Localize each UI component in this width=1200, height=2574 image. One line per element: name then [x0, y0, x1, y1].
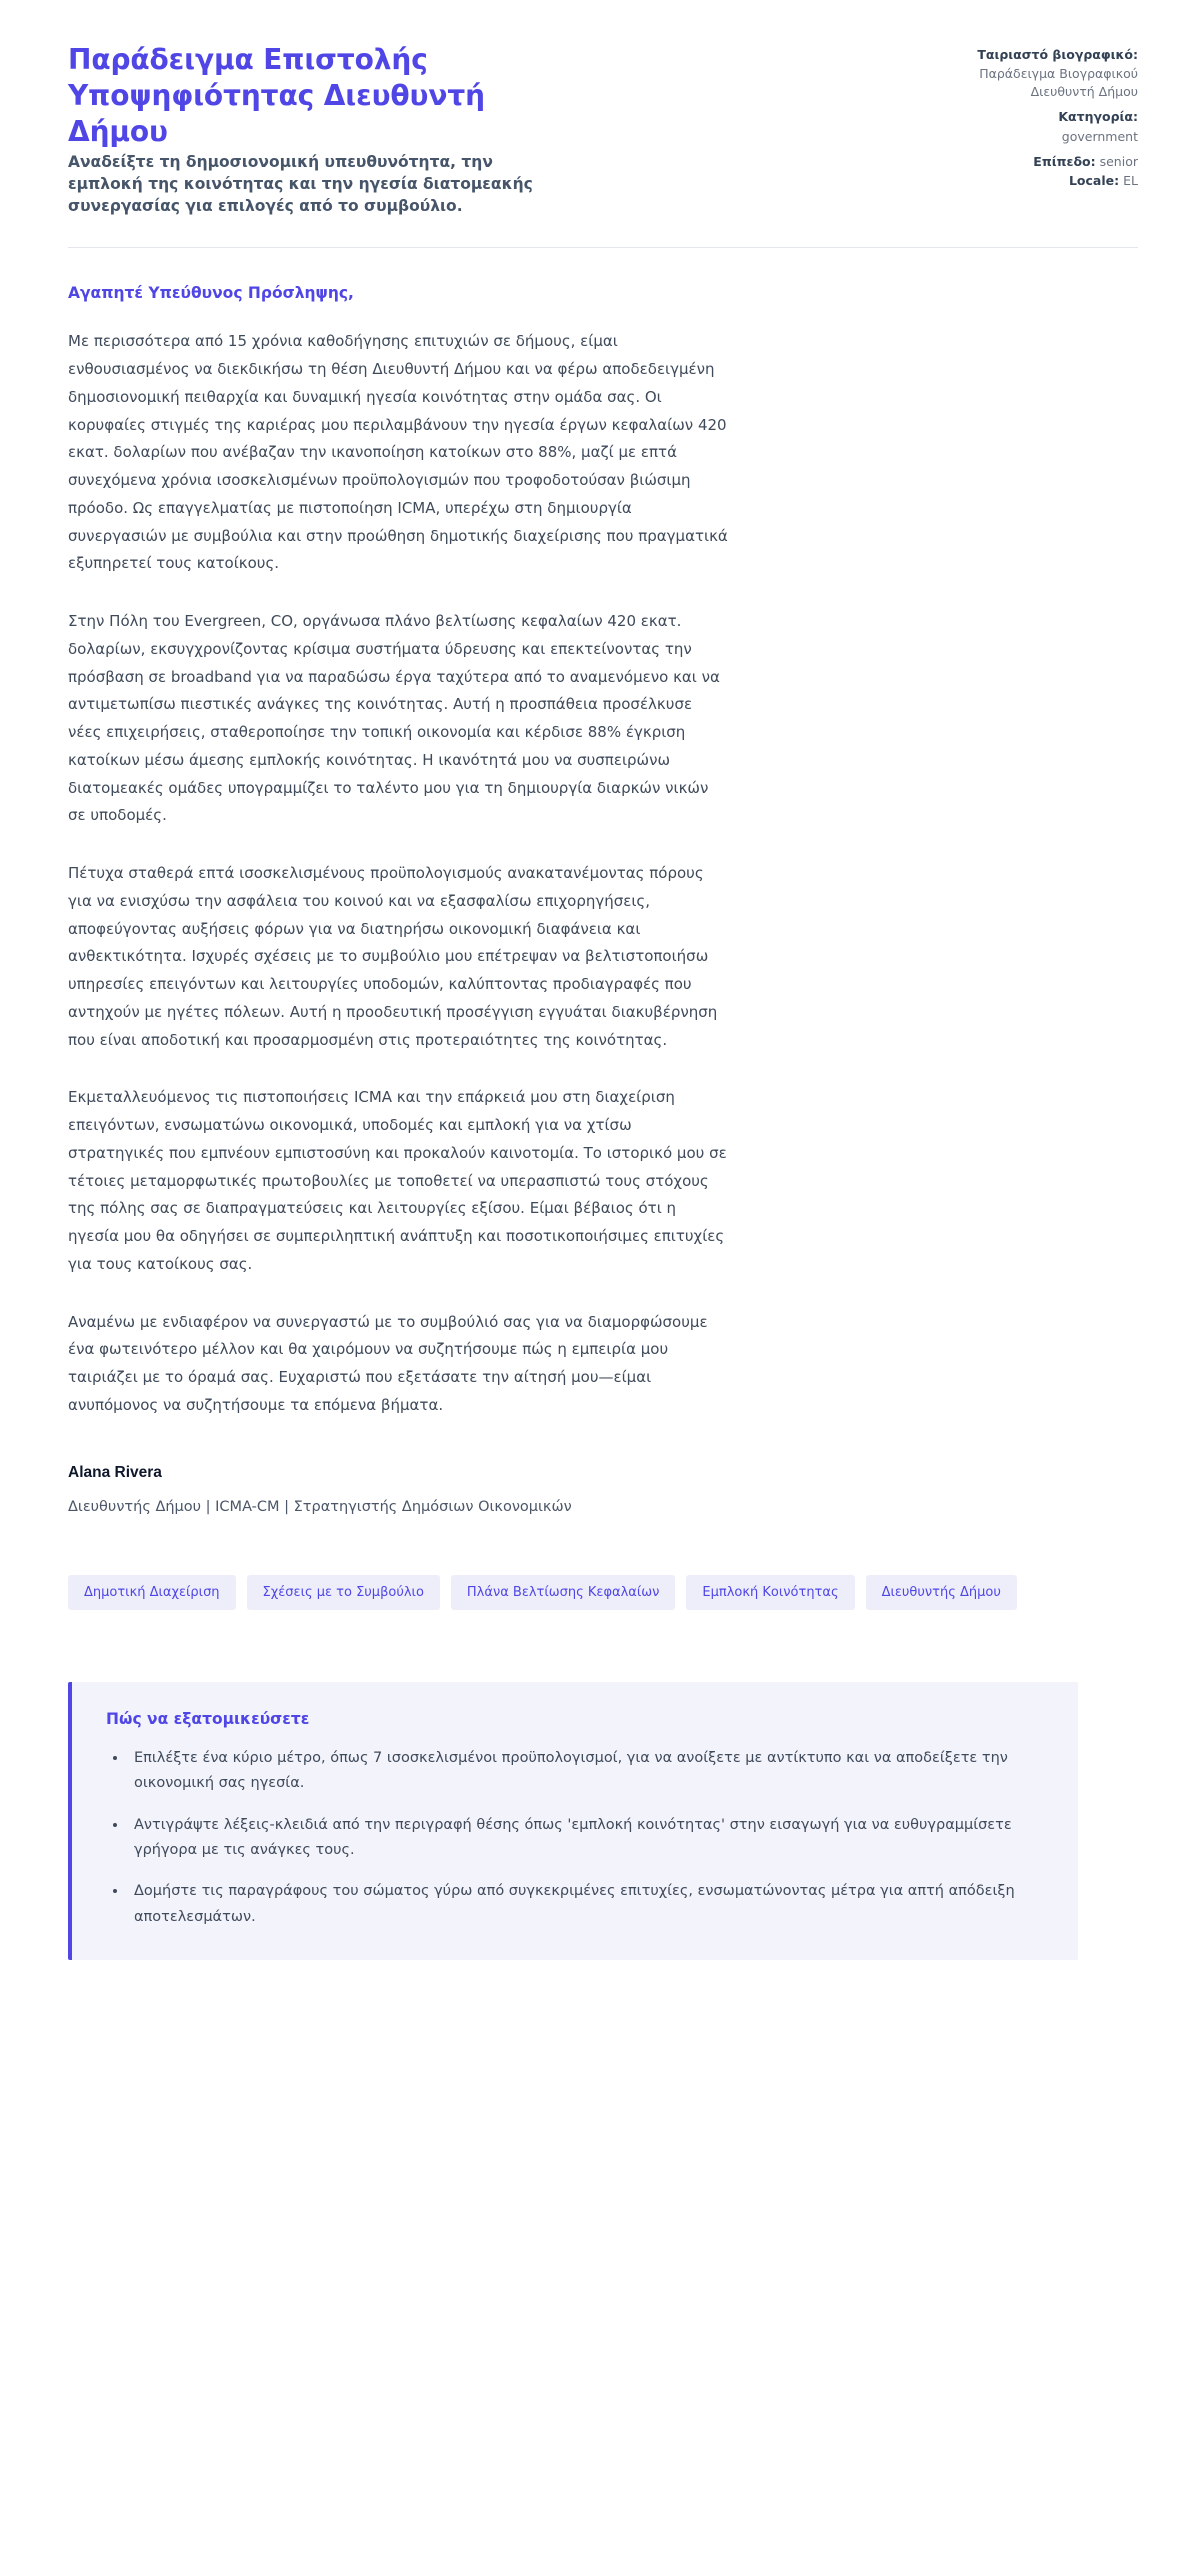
- signature-name: Alana Rivera: [68, 1463, 162, 1481]
- page-title: Παράδειγμα Επιστολής Υποψηφιότητας Διευθυντή Δήμου: [68, 43, 485, 148]
- meta-category-label: Κατηγορία:: [1058, 109, 1138, 125]
- meta-category-value: government: [1061, 128, 1138, 144]
- tag-list: [68, 1575, 1078, 1610]
- callout-title: Πώς να εξατομικεύσετε: [106, 1709, 310, 1728]
- signature-role: Διευθυντής Δήμου | ICMA-CM | Στρατηγιστής Δημόσιων Οικονομικών: [68, 1498, 572, 1515]
- letter-paragraph: Στην Πόλη του Evergreen, CO, οργάνωσα πλάνο βελτίωσης κεφαλαίων 420 εκατ. δολαρίων, εκσυγχρονίζοντας κρίσιμα συστήματα ύδρευσης και επεκτείνοντας την πρόσβαση σε broadband για να παραδώσω έργα ταχύτερα από το αναμενόμενο και να αντιμετωπίσω πιεστικές ανάγκες της κοινότητας. Αυτή η προσπάθεια προσέλκυσε νέες επιχειρήσεις, σταθεροποίησε την τοπική οικονομία και κέρδισε 88% έγκριση κατοίκων μέσω άμεσης εμπλοκής κοινότητας. Η ικανότητά μου να συσπειρώνω διατομεακές ομάδες υπογραμμίζει το ταλέντο μου για τη δημιουργία διαρκών νικών σε υποδομές.: [68, 612, 720, 825]
- meta-matching-resume-label: Ταιριαστό βιογραφικό:: [977, 47, 1138, 62]
- tag-chip[interactable]: Εμπλοκή Κοινότητας: [686, 1575, 854, 1610]
- meta-locale-value: EL: [1123, 172, 1138, 188]
- tag-chip[interactable]: Σχέσεις με το Συμβούλιο: [247, 1575, 440, 1610]
- letter-signature: [68, 1464, 728, 1519]
- meta-level-label: Επίπεδο:: [1033, 153, 1096, 169]
- meta-category-value-row: [923, 128, 1138, 146]
- header-title-block: [68, 42, 538, 217]
- meta-locale: [923, 172, 1138, 190]
- tag-chip[interactable]: Πλάνα Βελτίωσης Κεφαλαίων: [451, 1575, 676, 1610]
- letter-paragraph: Με περισσότερα από 15 χρόνια καθοδήγησης επιτυχιών σε δήμους, είμαι ενθουσιασμένος να διεκδικήσω τη θέση Διευθυντή Δήμου και να φέρω αποδεδειγμένη δημοσιονομική πειθαρχία και δυναμική ηγεσία κοινότητας στην ομάδα σας. Οι κορυφαίες στιγμές της καριέρας μου περιλαμβάνουν την ηγεσία έργων κεφαλαίων 420 εκατ. δολαρίων που ανέβαζαν την ικανοποίηση κατοίκων στο 88%, μαζί με επτά συνεχόμενα χρόνια ισοσκελισμένων προϋπολογισμών που τροφοδοτούσαν βιώσιμη πρόοδο. Ως επαγγελματίας με πιστοποίηση ICMA, υπερέχω στη δημιουργία συνεργασιών με συμβούλια και στην προώθηση δημοτικής διαχείρισης που πραγματικά εξυπηρετεί τους κατοίκους.: [68, 332, 728, 573]
- how-to-customize-callout: [68, 1682, 1078, 1960]
- document-metadata: [923, 42, 1138, 191]
- meta-category: [923, 108, 1138, 126]
- list-item: • Επιλέξτε ένα κύριο μέτρο, όπως 7 ισοσκελισμένοι προϋπολογισμοί, για να ανοίξετε με αντίκτυπο και να αποδείξετε την οικονομική σας ηγεσία.: [128, 1746, 1044, 1797]
- meta-matching-resume: [923, 46, 1138, 64]
- tag-chip[interactable]: Δημοτική Διαχείριση: [68, 1575, 236, 1610]
- letter-salutation: Αγαπητέ Υπεύθυνος Πρόσληψης,: [68, 284, 354, 303]
- document-header: [68, 42, 1138, 217]
- letter-paragraph: Αναμένω με ενδιαφέρον να συνεργαστώ με το συμβούλιό σας για να διαμορφώσουμε ένα φωτεινότερο μέλλον και θα χαιρόμουν να συζητήσουμε πώς η εμπειρία μου ταιριάζει με το όραμά σας. Ευχαριστώ που εξετάσατε την αίτησή μου—είμαι ανυπόμονος να συζητήσουμε τα επόμενα βήματα.: [68, 1312, 708, 1414]
- letter-paragraph: Πέτυχα σταθερά επτά ισοσκελισμένους προϋπολογισμούς ανακατανέμοντας πόρους για να ενισχύσω την ασφάλεια του κοινού και να εξασφαλίσω επιχορηγήσεις, αποφεύγοντας αυξήσεις φόρων για να διατηρήσω οικονομική διαφάνεια και ανθεκτικότητα. Ισχυρές σχέσεις με το συμβούλιο μου επέτρεψαν να βελτιστοποιήσω υπηρεσίες επειγόντων και λειτουργίες υποδομών, καλύπτοντας προδιαγραφές που αντηχούν με ηγέτες πόλεων. Αυτή η προοδευτική προσέγγιση εγγυάται διακυβέρνηση που είναι αποδοτική και προσαρμοσμένη στις προτεραιότητες της κοινότητας.: [68, 864, 718, 1049]
- meta-level-value: senior: [1099, 153, 1138, 169]
- callout-list: [106, 1746, 1044, 1930]
- meta-level: [923, 153, 1138, 171]
- meta-matching-resume-value: Παράδειγμα Βιογραφικού Διευθυντή Δήμου: [979, 66, 1138, 100]
- list-item: • Δομήστε τις παραγράφους του σώματος γύρω από συγκεκριμένες επιτυχίες, ενσωματώνοντας μέτρα για απτή απόδειξη αποτελεσμάτων.: [128, 1879, 1044, 1930]
- cover-letter-body: [68, 248, 728, 1518]
- tag-chip[interactable]: Διευθυντής Δήμου: [866, 1575, 1017, 1610]
- meta-matching-resume-value-row: [923, 65, 1138, 101]
- meta-locale-label: Locale:: [1068, 172, 1120, 188]
- letter-paragraph: Εκμεταλλευόμενος τις πιστοποιήσεις ICMA και την επάρκειά μου στη διαχείριση επειγόντων, ενσωματώνω οικονομικά, υποδομές και εμπλοκή για να χτίσω στρατηγικές που εμπνέουν εμπιστοσύνη και προκαλούν καινοτομία. Το ιστορικό μου σε τέτοιες μεταμορφωτικές πρωτοβουλίες με τοποθετεί να υπερασπιστώ τους στόχους της πόλης σας σε διαπραγματεύσεις και λειτουργίες εξίσου. Είμαι βέβαιος ότι η ηγεσία μου θα οδηγήσει σε συμπεριληπτική ανάπτυξη και ποσοτικοποιήσιμες επιτυχίες για τους κατοίκους σας.: [68, 1088, 727, 1273]
- list-item: • Αντιγράψτε λέξεις-κλειδιά από την περιγραφή θέσης όπως 'εμπλοκή κοινότητας' στην εισαγωγή για να ευθυγραμμίσετε γρήγορα με τις ανάγκες τους.: [128, 1813, 1044, 1864]
- page-subtitle: Αναδείξτε τη δημοσιονομική υπευθυνότητα, την εμπλοκή της κοινότητας και την ηγεσία διατομεακής συνεργασίας για επιλογές από το συμβούλιο.: [68, 153, 533, 216]
